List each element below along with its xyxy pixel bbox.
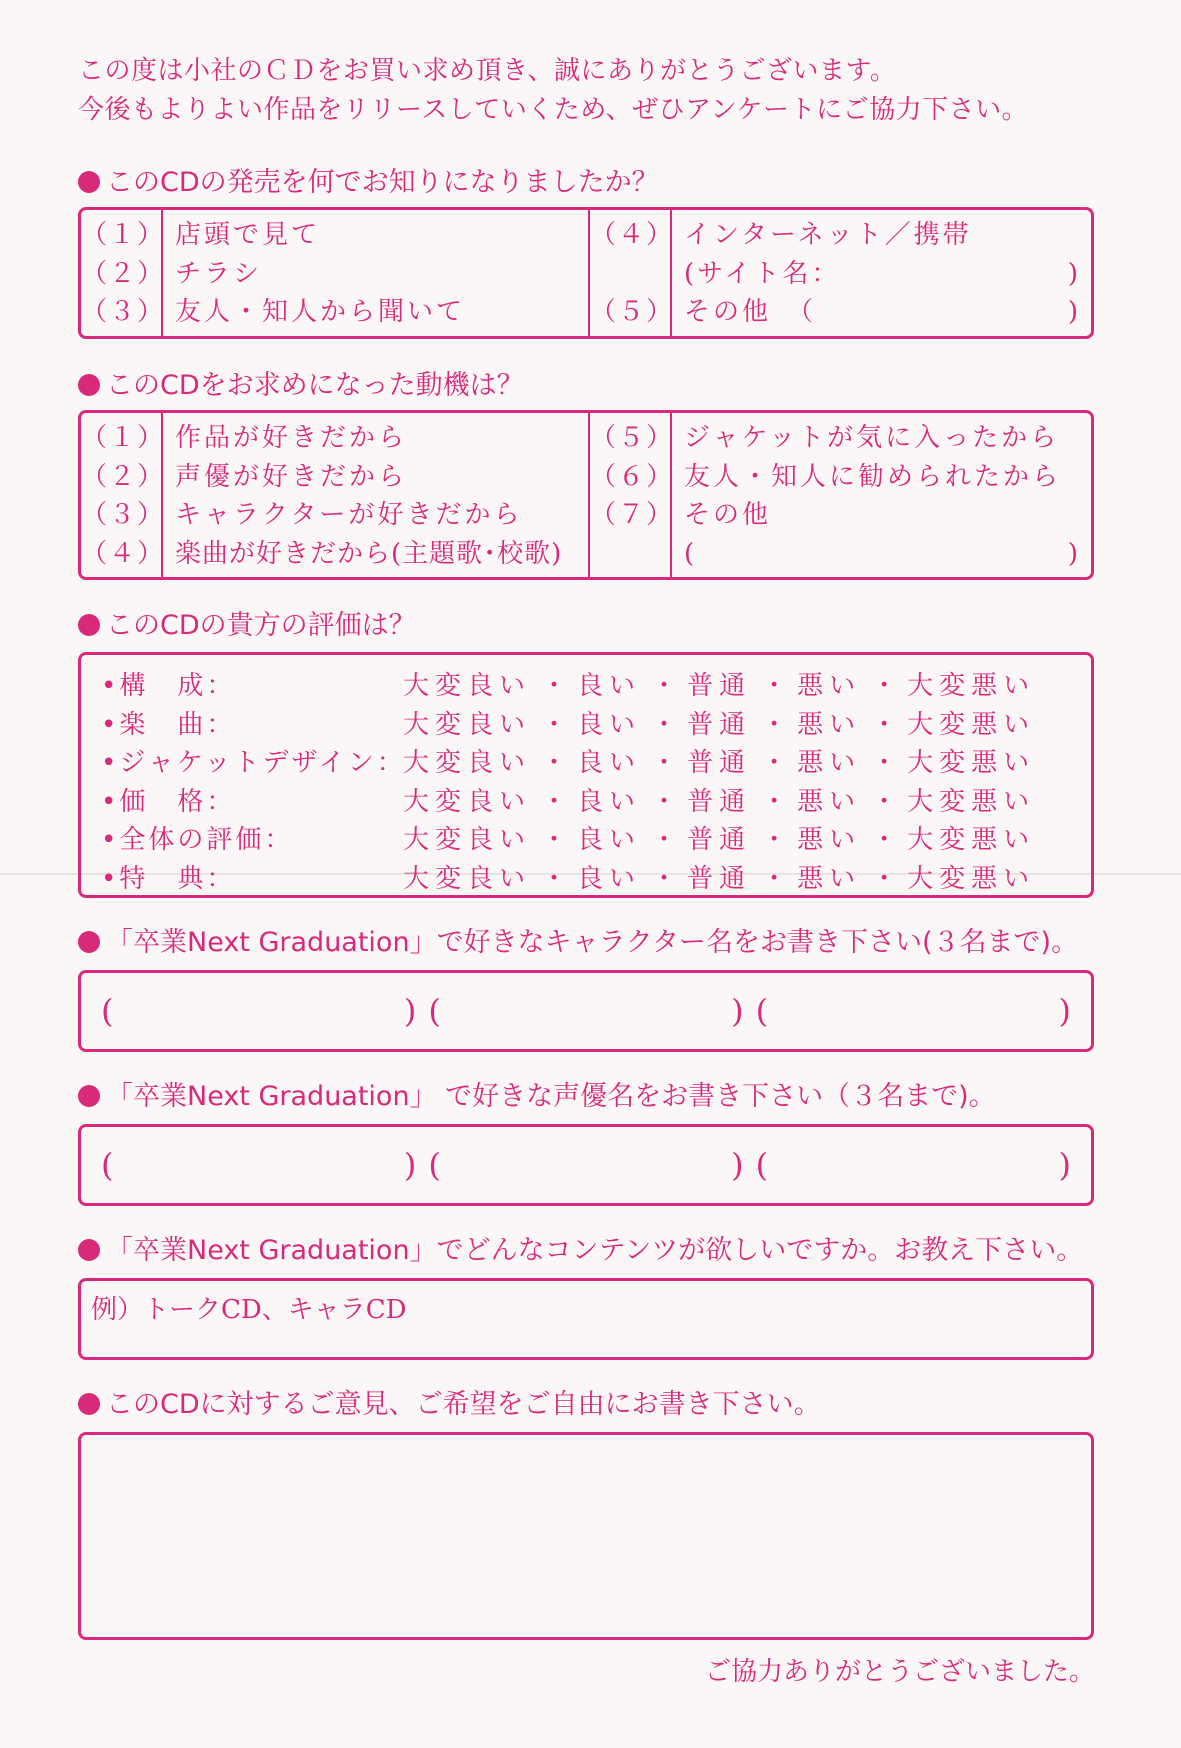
q1-option-5-field[interactable]: その他 （ ) [684, 297, 1081, 327]
question-5-answer-box [78, 1124, 1094, 1206]
q1-option-1[interactable]: 店頭で見て [175, 220, 321, 250]
rating-separator: ・ [651, 709, 678, 740]
rating-option[interactable]: 良い [577, 825, 642, 856]
rating-separator: ・ [761, 863, 788, 894]
rating-row-label: •楽 曲： [101, 709, 236, 740]
voice-actor-field-3[interactable]: ( ) [755, 1146, 1071, 1184]
question-5-title [78, 1074, 996, 1113]
question-4-title [78, 920, 1078, 959]
q2-left-options [163, 413, 590, 577]
rating-separator: ・ [871, 709, 898, 740]
intro-line-2: 今後もよりよい作品をリリースしていくため、ぜひアンケートにご協力下さい。 [78, 95, 1029, 125]
rating-option[interactable]: 大変悪い [907, 786, 1036, 817]
character-name-field-2[interactable]: ( ) [428, 992, 744, 1030]
q2-num-3: （３） [81, 500, 166, 530]
rating-separator: ・ [541, 863, 568, 894]
rating-option[interactable]: 大変良い [403, 671, 532, 701]
rating-option[interactable]: 大変悪い [907, 671, 1036, 701]
rating-row [101, 665, 1079, 704]
bullet-dot-icon [78, 1085, 100, 1107]
rating-row-label: •特 典： [101, 863, 236, 894]
rating-row [101, 742, 1079, 781]
intro-line-1: この度は小社のＣＤをお買い求め頂き、誠にありがとうございます。 [78, 56, 897, 86]
rating-option[interactable]: 大変良い [403, 748, 532, 779]
rating-separator: ・ [761, 825, 788, 856]
q1-site-name-field[interactable]: (サイト名： ) [684, 258, 1081, 289]
rating-row-label: •価 格： [101, 786, 236, 817]
content-example-text: 例）トークCD、キャラCD [91, 1295, 407, 1325]
rating-option[interactable]: 良い [577, 748, 642, 779]
rating-option[interactable]: 大変悪い [907, 748, 1036, 779]
q2-option-7[interactable]: その他 [684, 500, 772, 530]
rating-option[interactable]: 大変悪い [907, 825, 1036, 856]
rating-separator: ・ [761, 671, 788, 701]
rating-row [101, 704, 1079, 743]
q1-option-2[interactable]: チラシ [175, 258, 263, 289]
rating-option[interactable]: 良い [577, 709, 642, 740]
question-2-options [78, 410, 1094, 580]
q1-option-3[interactable]: 友人・知人から聞いて [175, 297, 466, 327]
question-5-text: 「卒業Next Graduation」 で好きな声優名をお書き下さい（３名まで)。 [106, 1081, 996, 1112]
rating-option[interactable]: 普通 [687, 709, 752, 740]
rating-row-label: •全体の評価： [101, 825, 294, 856]
rating-row [101, 781, 1079, 820]
question-4-answer-box [78, 970, 1094, 1052]
rating-separator: ・ [761, 786, 788, 817]
q2-option-6[interactable]: 友人・知人に勧められたから [684, 461, 1062, 492]
bullet-dot-icon [78, 374, 100, 396]
q1-num-2: （２） [81, 258, 166, 289]
rating-option[interactable]: 悪い [797, 786, 862, 817]
rating-option[interactable]: 大変良い [403, 786, 532, 817]
rating-option[interactable]: 良い [577, 671, 642, 701]
rating-separator: ・ [541, 748, 568, 779]
rating-separator: ・ [761, 709, 788, 740]
rating-separator: ・ [871, 863, 898, 894]
rating-option[interactable]: 大変良い [403, 863, 532, 894]
bullet-dot-icon [78, 931, 100, 953]
rating-scale [403, 742, 1035, 781]
rating-separator: ・ [871, 825, 898, 856]
rating-option[interactable]: 悪い [797, 863, 862, 894]
rating-separator: ・ [651, 748, 678, 779]
bullet-dot-icon [78, 1239, 100, 1261]
question-3-title [78, 603, 416, 642]
q2-num-5: （５） [590, 423, 675, 453]
q2-num-4: （４） [81, 538, 166, 569]
rating-separator: ・ [651, 863, 678, 894]
voice-actor-field-2[interactable]: ( ) [428, 1146, 744, 1184]
rating-separator: ・ [761, 748, 788, 779]
question-7-text: このCDに対するご意見、ご希望をご自由にお書き下さい。 [106, 1389, 821, 1420]
q1-num-3: （３） [81, 297, 166, 327]
rating-option[interactable]: 悪い [797, 709, 862, 740]
q2-num-7: （７） [590, 500, 675, 530]
question-3-rating-table [78, 652, 1094, 898]
question-7-title [78, 1382, 821, 1421]
rating-separator: ・ [871, 671, 898, 701]
question-6-title [78, 1228, 1083, 1267]
q1-num-blank [590, 255, 670, 294]
q2-option-5[interactable]: ジャケットが気に入ったから [684, 423, 1060, 453]
bullet-dot-icon [78, 614, 100, 636]
rating-separator: ・ [541, 825, 568, 856]
rating-option[interactable]: 普通 [687, 825, 752, 856]
rating-option[interactable]: 普通 [687, 863, 752, 894]
rating-separator: ・ [871, 748, 898, 779]
rating-option[interactable]: 悪い [797, 748, 862, 779]
q1-num-5: （５） [590, 297, 675, 327]
question-2-text: このCDをお求めになった動機は？ [106, 370, 524, 401]
q2-right-options [672, 413, 1091, 577]
question-2-title [78, 363, 524, 402]
q2-option-2[interactable]: 声優が好きだから [175, 461, 408, 492]
q1-right-numbers [590, 210, 675, 336]
q2-other-field[interactable]: ( ) [684, 538, 1081, 569]
rating-separator: ・ [541, 671, 568, 701]
rating-separator: ・ [871, 786, 898, 817]
rating-option[interactable]: 悪い [797, 671, 862, 701]
rating-option[interactable]: 良い [577, 786, 642, 817]
rating-row-label: •ジャケットデザイン： [101, 748, 406, 779]
thanks-message: ご協力ありがとうございました。 [704, 1657, 1095, 1687]
rating-row [101, 819, 1079, 858]
question-1-title [78, 160, 659, 199]
q1-num-1: （１） [81, 220, 166, 250]
rating-option[interactable]: 良い [577, 863, 642, 894]
question-4-text: 「卒業Next Graduation」で好きなキャラクター名をお書き下さい(３名まで)。 [106, 927, 1079, 958]
rating-scale [403, 819, 1035, 858]
voice-actor-field-1[interactable]: ( ) [101, 1146, 417, 1184]
rating-scale [403, 704, 1035, 743]
rating-option[interactable]: 悪い [797, 825, 862, 856]
question-6-text: 「卒業Next Graduation」でどんなコンテンツが欲しいですか。お教え下さい。 [106, 1235, 1084, 1266]
q2-num-6: （６） [590, 461, 675, 492]
question-3-text: このCDの貴方の評価は？ [106, 610, 416, 641]
character-name-field-1[interactable]: ( ) [101, 992, 417, 1030]
q2-num-1: （１） [81, 423, 166, 453]
rating-separator: ・ [651, 786, 678, 817]
rating-row-label: •構 成： [101, 671, 236, 701]
q1-left-numbers [81, 210, 166, 336]
q1-num-4: （４） [590, 220, 675, 250]
q2-num-2: （２） [81, 461, 166, 492]
rating-separator: ・ [651, 825, 678, 856]
intro-text [78, 52, 1028, 130]
character-name-field-3[interactable]: ( ) [755, 992, 1071, 1030]
q1-left-options [163, 210, 590, 336]
comments-answer-box[interactable] [78, 1432, 1094, 1640]
rating-scale [403, 858, 1035, 897]
q2-left-numbers [81, 413, 166, 577]
question-1-text: このCDの発売を何でお知りになりましたか？ [106, 167, 659, 198]
rating-option[interactable]: 大変良い [403, 709, 532, 740]
question-6-answer-box[interactable] [78, 1278, 1094, 1360]
rating-option[interactable]: 普通 [687, 748, 752, 779]
q2-num-blank [590, 535, 670, 574]
q1-option-4[interactable]: インターネット／携帯 [684, 220, 972, 250]
rating-scale [403, 665, 1035, 704]
rating-scale [403, 781, 1035, 820]
rating-option[interactable]: 大変悪い [907, 709, 1036, 740]
rating-option[interactable]: 大変悪い [907, 863, 1036, 894]
rating-option[interactable]: 普通 [687, 671, 752, 701]
q2-option-4[interactable]: 楽曲が好きだから(主題歌･校歌) [175, 538, 563, 569]
q2-option-3[interactable]: キャラクターが好きだから [175, 500, 523, 530]
q2-right-numbers [590, 413, 675, 577]
q2-option-1[interactable]: 作品が好きだから [175, 423, 408, 453]
bullet-dot-icon [78, 1393, 100, 1415]
rating-option[interactable]: 大変良い [403, 825, 532, 856]
rating-separator: ・ [651, 671, 678, 701]
rating-separator: ・ [541, 709, 568, 740]
question-1-options [78, 207, 1094, 339]
bullet-dot-icon [78, 171, 100, 193]
rating-row [101, 858, 1079, 897]
q1-right-options [672, 210, 1091, 336]
rating-separator: ・ [541, 786, 568, 817]
rating-option[interactable]: 普通 [687, 786, 752, 817]
